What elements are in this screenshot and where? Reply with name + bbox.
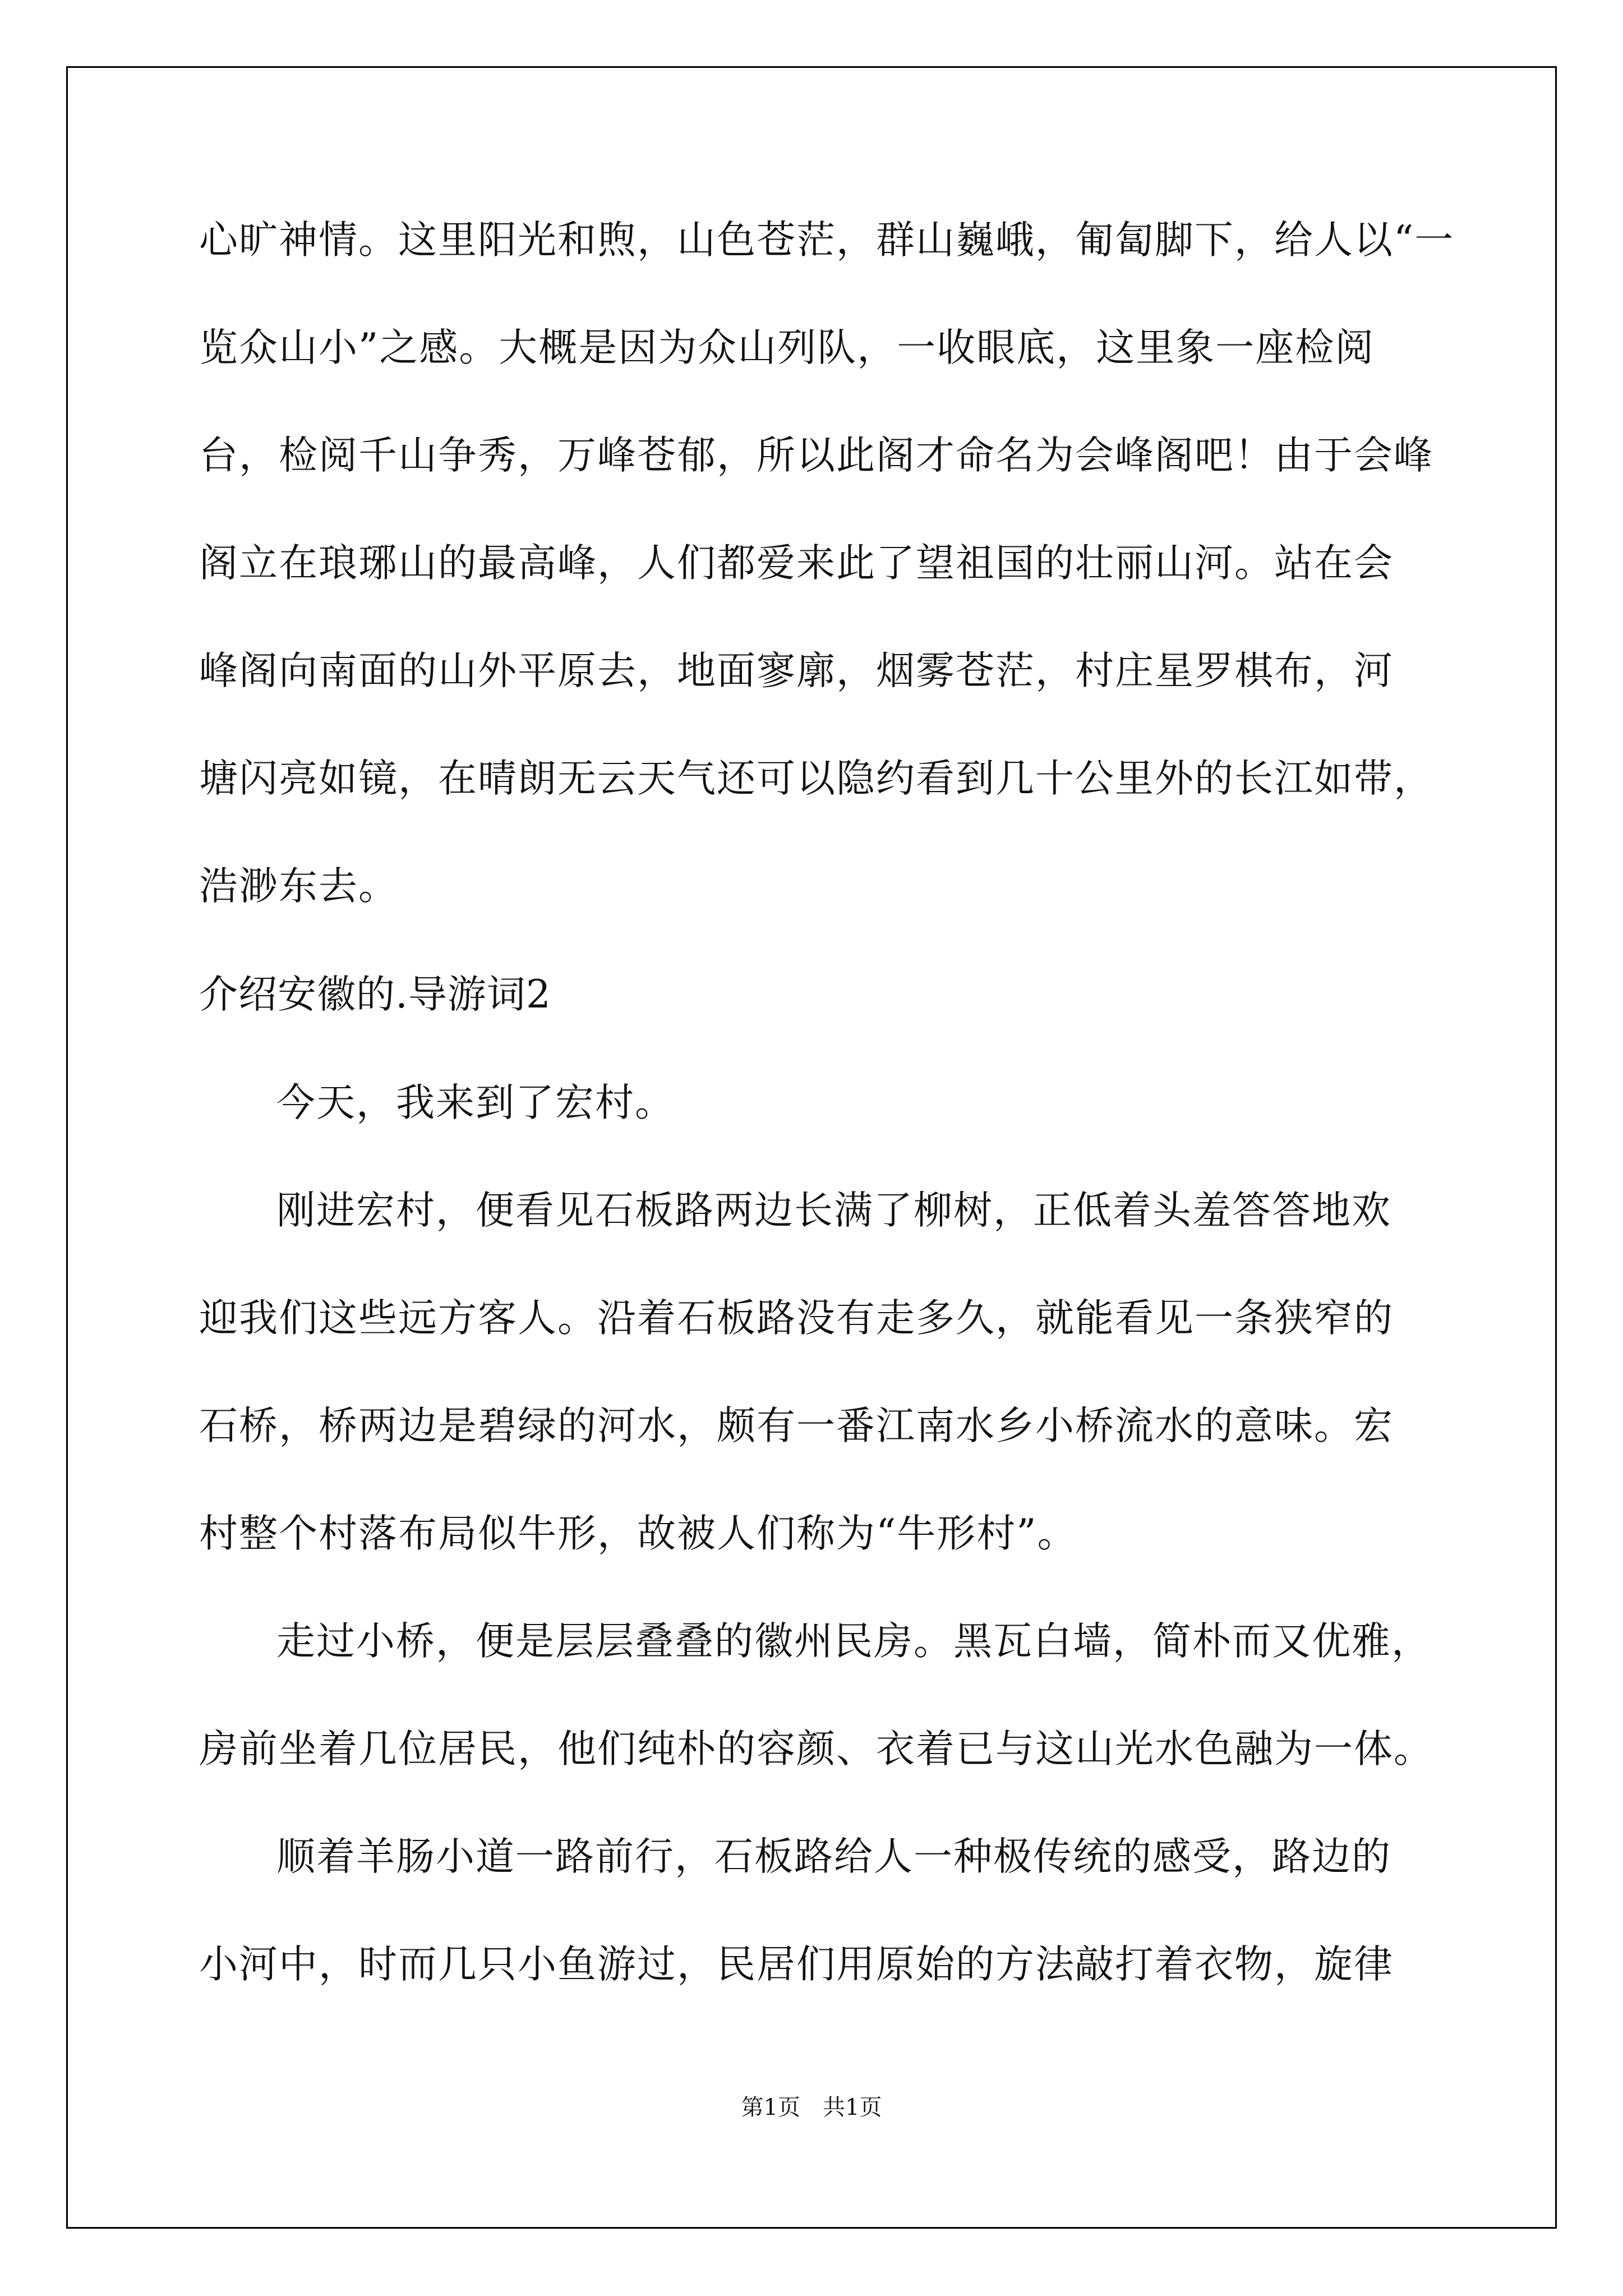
paragraph-line: 阁立在琅琊山的最高峰，人们都爱来此了望祖国的壮丽山河。站在会 <box>199 541 1394 586</box>
paragraph-line: 村整个村落布局似牛形，故被人们称为“牛形村”。 <box>199 1511 1077 1556</box>
page-footer: 第1页 共1页 <box>741 2095 882 2120</box>
paragraph-line: 心旷神情。这里阳光和煦，山色苍茫，群山巍峨，匍匐脚下，给人以“一 <box>199 218 1455 263</box>
paragraph-line: 浩渺东去。 <box>199 864 398 909</box>
paragraph-line: 小河中，时而几只小鱼游过，民居们用原始的方法敲打着衣物，旋律 <box>199 1942 1394 1987</box>
paragraph-line: 刚进宏村，便看见石板路两边长满了柳树，正低着头羞答答地欢 <box>276 1188 1391 1233</box>
paragraph-line: 房前坐着几位居民，他们纯朴的容颜、衣着已与这山光水色融为一体。 <box>199 1727 1433 1772</box>
paragraph-line: 峰阁向南面的山外平原去，地面寥廓，烟雾苍茫，村庄星罗棋布，河 <box>199 648 1394 693</box>
paragraph-line: 览众山小”之感。大概是因为众山列队，一收眼底，这里象一座检阅 <box>199 325 1375 370</box>
paragraph-line: 今天，我来到了宏村。 <box>276 1080 675 1125</box>
paragraph-line: 顺着羊肠小道一路前行，石板路给人一种极传统的感受，路边的 <box>276 1834 1391 1879</box>
paragraph-line: 迎我们这些远方客人。沿着石板路没有走多久，就能看见一条狭窄的 <box>199 1296 1394 1341</box>
paragraph-line: 走过小桥，便是层层叠叠的徽州民房。黑瓦白墙，简朴而又优雅， <box>276 1619 1431 1664</box>
paragraph-line: 塘闪亮如镜，在晴朗无云天气还可以隐约看到几十公里外的长江如带， <box>199 756 1433 801</box>
page-border <box>66 66 1557 2229</box>
paragraph-line: 台，检阅千山争秀，万峰苍郁，所以此阁才命名为会峰阁吧！由于会峰 <box>199 433 1433 478</box>
section-heading: 介绍安徽的.导游词2 <box>199 972 551 1017</box>
paragraph-line: 石桥，桥两边是碧绿的河水，颇有一番江南水乡小桥流水的意味。宏 <box>199 1404 1394 1448</box>
